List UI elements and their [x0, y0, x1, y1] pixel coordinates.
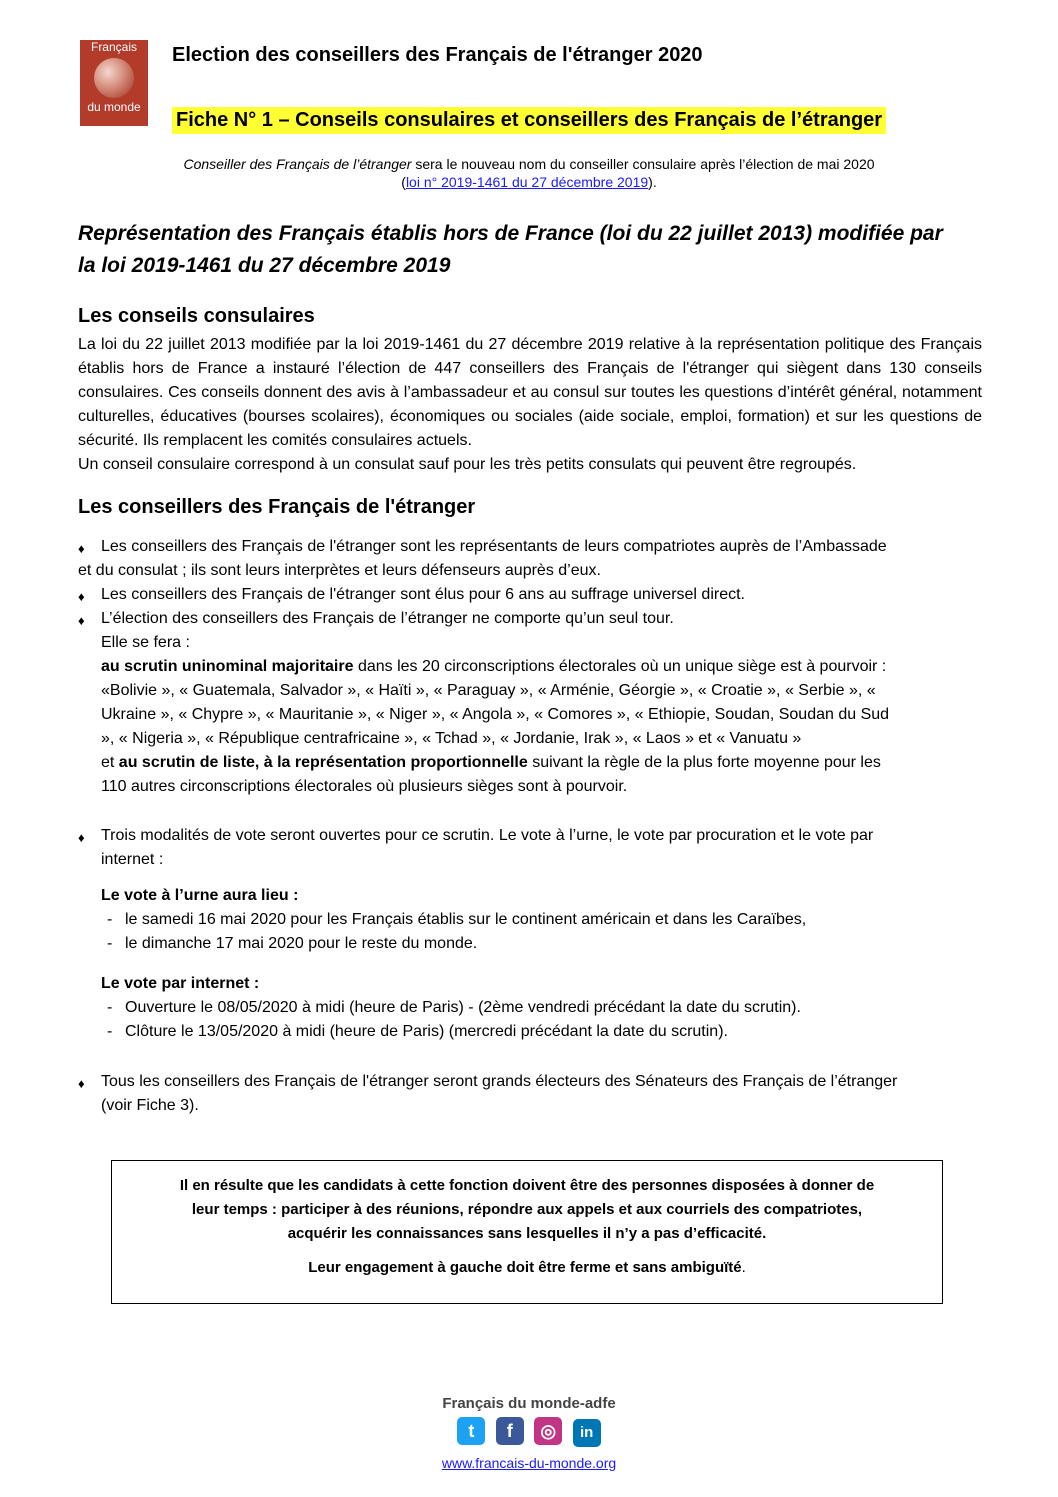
intro-text: sera le nouveau nom du conseiller consulaire après l’élection de mai 2020 [411, 156, 875, 172]
internet-heading: Le vote par internet : [101, 975, 260, 992]
intro-line1 [0, 156, 1058, 172]
bullet3-line7-rest: suivant la règle de la plus forte moyenne pour les [527, 754, 881, 771]
bullet4-line2: internet : [101, 851, 164, 868]
bullet5-line1: Tous les conseillers des Français de l'étranger seront grands électeurs des Sénateurs des Français de l’étranger [101, 1073, 898, 1090]
bullet3-line7-pre: et [101, 754, 119, 771]
bullet2-text: Les conseillers des Français de l'étranger sont élus pour 6 ans au suffrage universel direct. [101, 586, 745, 603]
logo-line2: du monde [87, 100, 141, 114]
diamond-bullet-icon: ♦ [78, 589, 85, 604]
footer-url-text[interactable]: www.francais-du-monde.org [441, 1455, 617, 1471]
bold-uninominal: au scrutin uninominal majoritaire [101, 658, 354, 675]
diamond-bullet-icon: ♦ [78, 830, 85, 845]
bullet1-line2: et du consulat ; ils sont leurs interprètes et leurs défenseurs auprès d’eux. [78, 562, 601, 579]
bullet3-line6: », « Nigeria », « République centrafricaine », « Tchad », « Jordanie, Irak », « Laos » et « Vanuatu » [101, 730, 802, 747]
diamond-bullet-icon: ♦ [78, 541, 85, 556]
main-title-line1: Représentation des Français établis hors de France (loi du 22 juillet 2013) modifiée par [78, 222, 943, 245]
dash-bullet: - [107, 935, 113, 952]
dash-bullet: - [107, 999, 113, 1016]
box-line1: Il en résulte que les candidats à cette fonction doivent être des personnes disposées à donner de [179, 1177, 875, 1194]
internet-item-1: Ouverture le 08/05/2020 à midi (heure de Paris) - (2ème vendredi précédant la date du scrutin). [125, 999, 801, 1016]
main-title-line2: la loi 2019-1461 du 27 décembre 2019 [78, 254, 451, 277]
twitter-icon[interactable]: t [457, 1417, 485, 1445]
intro-close-paren: ). [648, 174, 657, 190]
box-line4 [112, 1256, 942, 1280]
fiche-title: Fiche N° 1 – Conseils consulaires et conseillers des Français de l’étranger [172, 107, 886, 134]
bullet3-line2: Elle se fera : [101, 634, 190, 651]
intro-emphasis: Conseiller des Français de l’étranger [183, 156, 412, 172]
dash-bullet: - [107, 1023, 113, 1040]
urne-heading: Le vote à l’urne aura lieu : [101, 887, 299, 904]
logo-line1: Français [90, 40, 137, 54]
bullet1-line1: Les conseillers des Français de l'étranger sont les représentants de leurs compatriotes auprès de l’Ambassade [101, 538, 887, 555]
bullet4-line1: Trois modalités de vote seront ouvertes pour ce scrutin. Le vote à l’urne, le vote par procuration et le vote par [101, 827, 874, 844]
urne-item-1: le samedi 16 mai 2020 pour les Français établis sur le continent américain et dans les Caraïbes, [125, 911, 807, 928]
intro-line2 [0, 174, 1058, 190]
law-link[interactable]: loi n° 2019-1461 du 27 décembre 2019 [405, 174, 649, 190]
footer-org-name: Français du monde-adfe [442, 1395, 616, 1412]
box-line3: acquérir les connaissances sans lesquelles il n’y a pas d’efficacité. [287, 1225, 767, 1242]
footer-website-link[interactable] [0, 1455, 1058, 1471]
social-icons [0, 1417, 1058, 1447]
bold-scrutin-liste: au scrutin de liste, à la représentation proportionnelle [118, 754, 528, 771]
diamond-bullet-icon: ♦ [78, 1076, 85, 1091]
main-title [78, 218, 998, 282]
internet-item-2: Clôture le 13/05/2020 à midi (heure de Paris) (mercredi précédant la date du scrutin). [125, 1023, 728, 1040]
bullet5-line2: (voir Fiche 3). [101, 1097, 199, 1114]
bullet3-line7 [101, 751, 881, 775]
box-line2: leur temps : participer à des réunions, répondre aux appels et aux courriels des compatriotes, [191, 1201, 863, 1218]
bullet3-line1: L’élection des conseillers des Français de l’étranger ne comporte qu’un seul tour. [101, 610, 674, 627]
section1-paragraph: La loi du 22 juillet 2013 modifiée par la loi 2019-1461 du 27 décembre 2019 relative à la représentation politique des Français établis hors de France a instauré l’élection de 447 conseillers des Français de l'étranger qui siègent dans 130 conseils consulaires. Ces conseils donnent des avis à l’ambassadeur et au consul sur toutes les questions d’intérêt général, notamment culturelles, éducatives (bourses scolaires), économiques ou sociales (aide sociale, emploi, formation) et sur les questions de sécurité. Ils remplacent les comités consulaires actuels. [78, 336, 982, 449]
globe-icon [94, 58, 134, 98]
section1-paragraph2: Un conseil consulaire correspond à un consulat sauf pour les très petits consulats qui peuvent être regroupés. [78, 456, 857, 473]
bullet3-line4: «Bolivie », « Guatemala, Salvador », « Haïti », « Paraguay », « Arménie, Géorgie », « Croatie », « Serbie », « [101, 682, 876, 699]
box-line4-text: Leur engagement à gauche doit être ferme et sans ambiguïté [308, 1259, 742, 1276]
dash-bullet: - [107, 911, 113, 928]
bullet3-line3 [101, 655, 886, 679]
document-title: Election des conseillers des Français de l'étranger 2020 [172, 44, 703, 66]
section-heading-conseils: Les conseils consulaires [78, 305, 315, 327]
linkedin-icon[interactable]: in [573, 1419, 601, 1447]
section-heading-conseillers: Les conseillers des Français de l'étranger [78, 496, 476, 518]
intro-open-paren: ( [401, 174, 406, 190]
urne-item-2: le dimanche 17 mai 2020 pour le reste du monde. [125, 935, 478, 952]
facebook-icon[interactable]: f [496, 1417, 524, 1445]
box-line4-end: . [741, 1259, 746, 1276]
logo [80, 40, 148, 126]
bullet3-line5: Ukraine », « Chypre », « Mauritanie », « Niger », « Angola », « Comores », « Ethiopie, Soudan, Soudan du Sud [101, 706, 890, 723]
instagram-icon[interactable]: ◎ [534, 1417, 562, 1445]
conclusion-box [111, 1160, 943, 1304]
bullet3-line3-rest: dans les 20 circonscriptions électorales où un unique siège est à pourvoir : [353, 658, 887, 675]
diamond-bullet-icon: ♦ [78, 613, 85, 628]
bullet3-line8: 110 autres circonscriptions électorales où plusieurs sièges sont à pourvoir. [101, 778, 628, 795]
